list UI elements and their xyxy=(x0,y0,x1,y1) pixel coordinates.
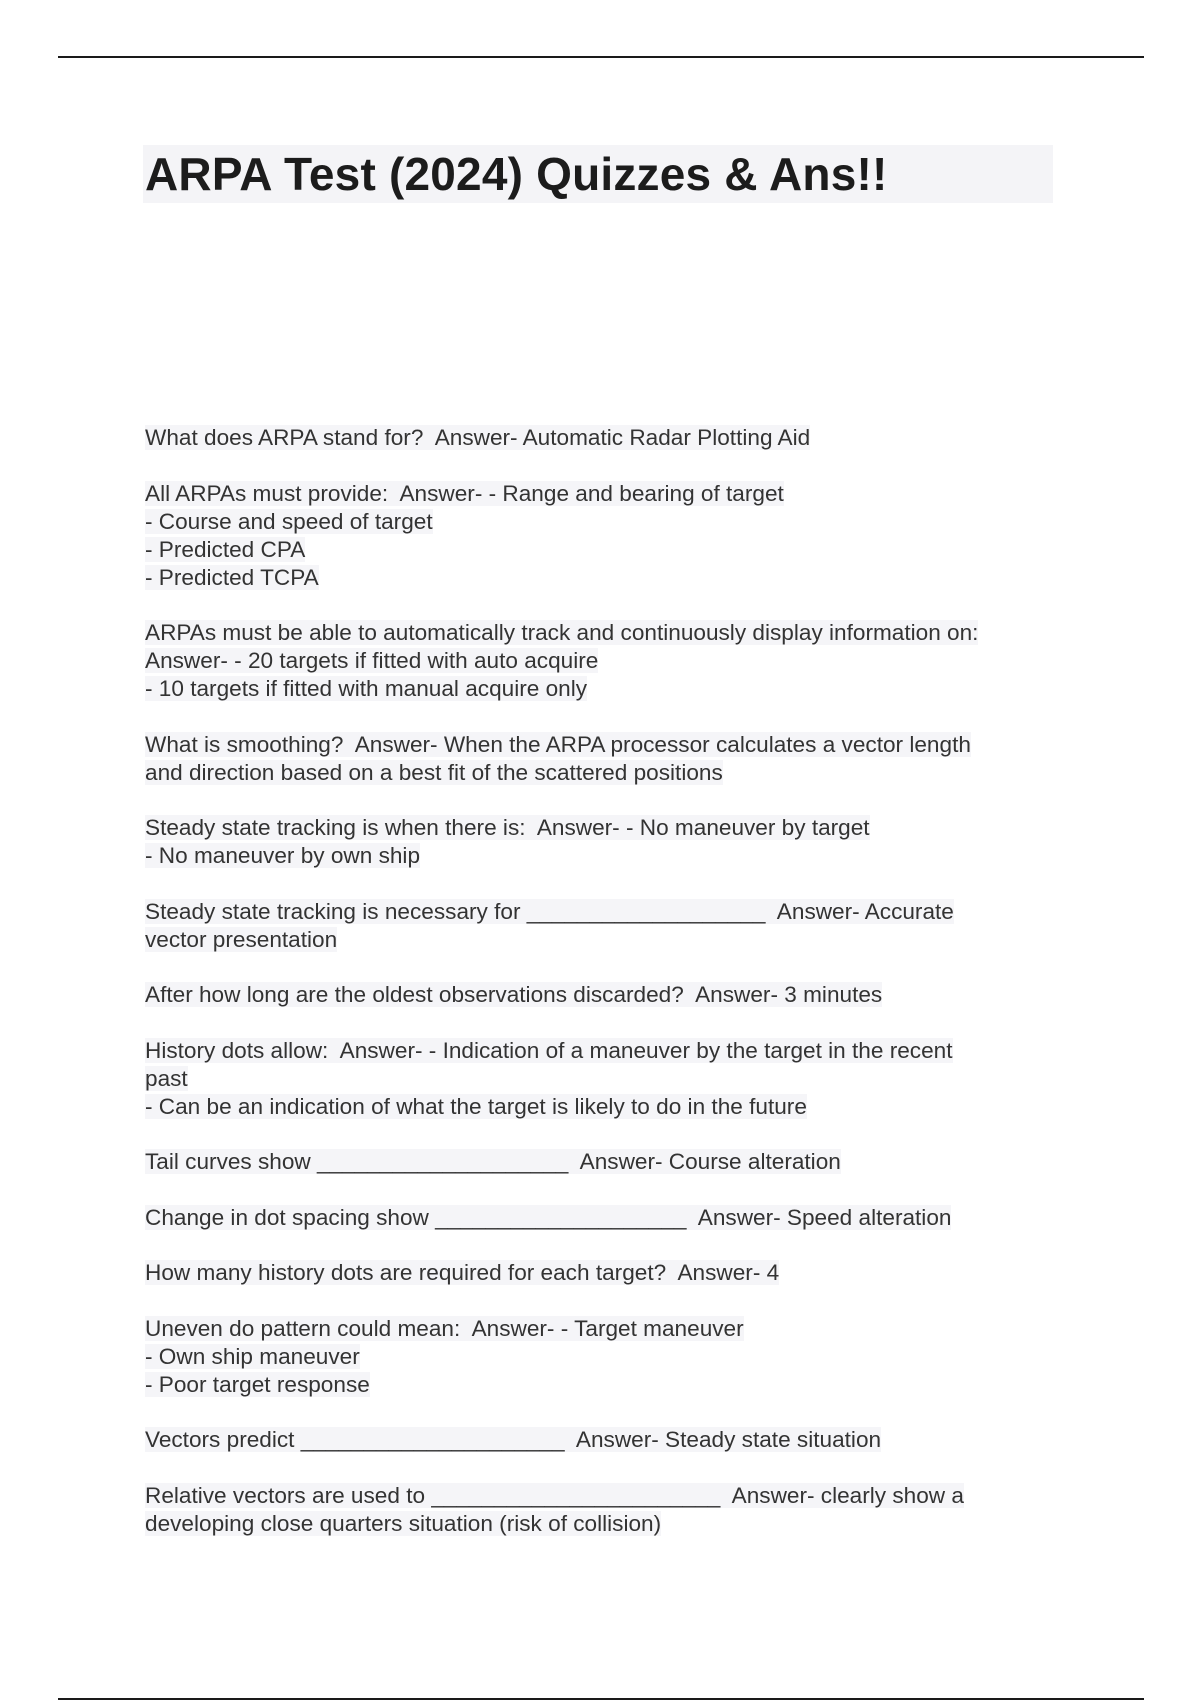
qa-item xyxy=(145,1204,1065,1232)
qa-line-text: ARPAs must be able to automatically track and continuously display information on: xyxy=(145,620,979,645)
qa-line xyxy=(145,424,1065,452)
qa-line xyxy=(145,1148,1065,1176)
qa-line-text: - Predicted TCPA xyxy=(145,564,319,590)
qa-item xyxy=(145,898,1065,954)
header-rule xyxy=(58,56,1144,58)
qa-line-text: - Own ship maneuver xyxy=(145,1343,360,1369)
qa-line xyxy=(145,1204,1065,1232)
qa-line-text: What does ARPA stand for? Answer- Automatic Radar Plotting Aid xyxy=(145,425,811,450)
qa-line xyxy=(145,1426,1065,1454)
qa-item xyxy=(145,1259,1065,1287)
qa-line-text: Relative vectors are used to _______________________ Answer- clearly show a xyxy=(145,1482,964,1508)
qa-line xyxy=(145,981,1065,1009)
qa-line xyxy=(145,675,1065,703)
qa-line-text: Tail curves show ____________________ Answer- Course alteration xyxy=(145,1149,841,1174)
qa-item xyxy=(145,1482,1065,1538)
qa-line xyxy=(145,1371,1065,1399)
qa-line-text: past xyxy=(145,1065,188,1091)
qa-line xyxy=(145,1482,1065,1510)
qa-line xyxy=(145,1093,1065,1121)
qa-line xyxy=(145,1510,1065,1538)
qa-line xyxy=(145,731,1065,759)
qa-line xyxy=(145,619,1065,647)
qa-line xyxy=(145,759,1065,787)
qa-item xyxy=(145,731,1065,787)
qa-line-text: developing close quarters situation (risk of collision) xyxy=(145,1510,662,1536)
qa-line xyxy=(145,480,1065,508)
qa-item xyxy=(145,1148,1065,1176)
qa-line-text: - Course and speed of target xyxy=(145,508,433,534)
qa-line xyxy=(145,1037,1065,1065)
qa-line-text: How many history dots are required for each target? Answer- 4 xyxy=(145,1260,780,1285)
qa-line-text: After how long are the oldest observations discarded? Answer- 3 minutes xyxy=(145,982,883,1007)
qa-line-text: and direction based on a best fit of the scattered positions xyxy=(145,759,723,785)
qa-line-text: History dots allow: Answer- - Indication of a maneuver by the target in the recent xyxy=(145,1037,953,1063)
page-title: ARPA Test (2024) Quizzes & Ans!! xyxy=(145,148,888,200)
qa-line xyxy=(145,647,1065,675)
qa-line xyxy=(145,1259,1065,1287)
qa-item xyxy=(145,814,1065,870)
qa-line xyxy=(145,564,1065,592)
qa-line xyxy=(145,898,1065,926)
qa-item xyxy=(145,1037,1065,1121)
qa-line-text: Answer- - 20 targets if fitted with auto acquire xyxy=(145,648,599,673)
qa-line-text: What is smoothing? Answer- When the ARPA processor calculates a vector length xyxy=(145,731,971,757)
qa-line xyxy=(145,536,1065,564)
qa-line xyxy=(145,1343,1065,1371)
qa-line-text: Vectors predict _____________________ Answer- Steady state situation xyxy=(145,1427,882,1452)
qa-line-text: - Can be an indication of what the target is likely to do in the future xyxy=(145,1093,807,1119)
qa-line xyxy=(145,926,1065,954)
qa-item xyxy=(145,424,1065,452)
qa-list xyxy=(145,424,1065,1565)
qa-line-text: vector presentation xyxy=(145,926,338,952)
qa-item xyxy=(145,480,1065,592)
qa-line xyxy=(145,1065,1065,1093)
qa-line-text: Change in dot spacing show ____________________ Answer- Speed alteration xyxy=(145,1204,952,1230)
qa-item xyxy=(145,1315,1065,1399)
qa-item xyxy=(145,981,1065,1009)
qa-item xyxy=(145,619,1065,703)
qa-line xyxy=(145,814,1065,842)
qa-line-text: - 10 targets if fitted with manual acquire only xyxy=(145,676,588,701)
qa-line-text: Uneven do pattern could mean: Answer- - Target maneuver xyxy=(145,1315,744,1341)
qa-line-text: Steady state tracking is necessary for ___________________ Answer- Accurate xyxy=(145,898,954,924)
qa-line-text: Steady state tracking is when there is: Answer- - No maneuver by target xyxy=(145,815,870,840)
qa-line-text: - No maneuver by own ship xyxy=(145,843,421,868)
qa-line xyxy=(145,842,1065,870)
qa-line xyxy=(145,1315,1065,1343)
qa-line-text: - Predicted CPA xyxy=(145,536,306,562)
qa-line-text: All ARPAs must provide: Answer- - Range and bearing of target xyxy=(145,480,784,506)
qa-item xyxy=(145,1426,1065,1454)
qa-line xyxy=(145,508,1065,536)
qa-line-text: - Poor target response xyxy=(145,1371,370,1397)
